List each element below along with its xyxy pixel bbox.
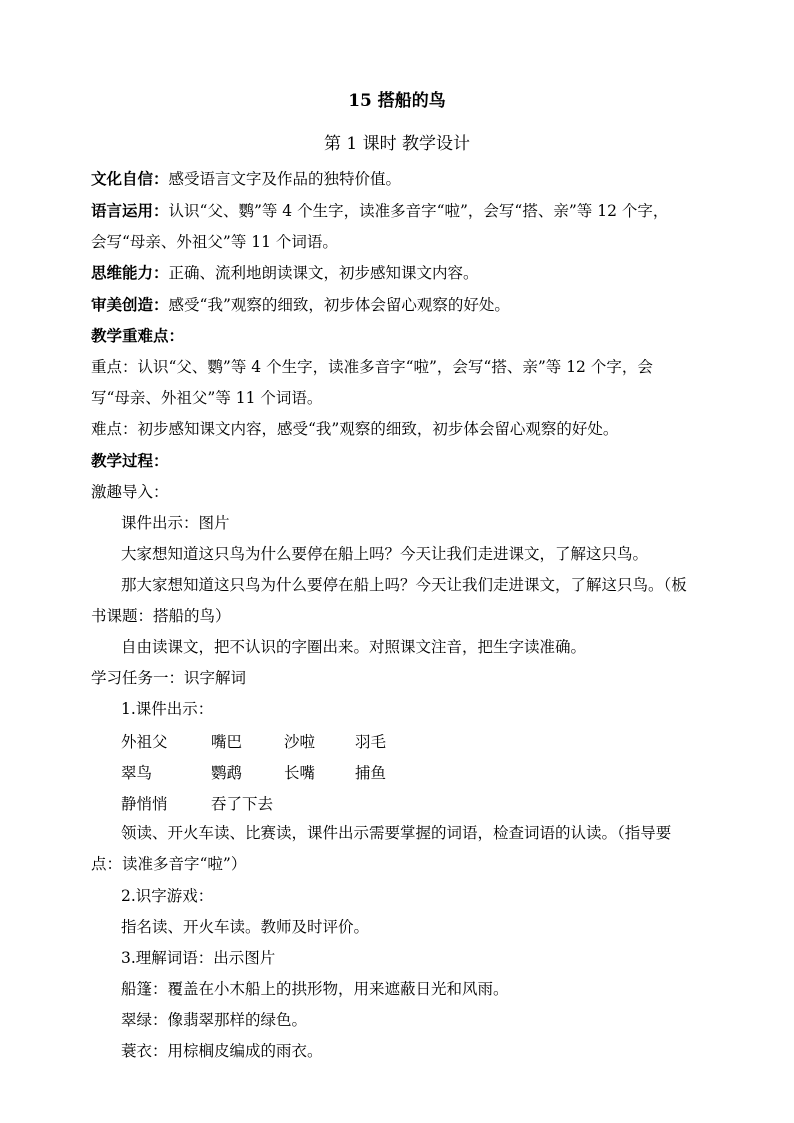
definition-line: 蓑衣：用棕榈皮编成的雨衣。 — [121, 1042, 323, 1060]
step3-label: 3.理解词语：出示图片 — [121, 949, 276, 967]
vocab-word: 沙啦 — [284, 733, 316, 751]
key-point-line-1: 重点：认识“父、鹦”等 4 个生字，读准多音字“啦”，会写“搭、亲”等 12 个字，会 — [91, 358, 653, 376]
definition-line: 翠绿：像翡翠那样的绿色。 — [121, 1011, 308, 1029]
goal-language-cont: 会写“母亲、外祖父”等 11 个词语。 — [91, 233, 338, 251]
key-point-line-2: 写“母亲、外祖父”等 11 个词语。 — [91, 389, 323, 407]
definition-line: 船篷：覆盖在小木船上的拱形物，用来遮蔽日光和风雨。 — [121, 980, 509, 998]
key-points-heading: 教学重难点： — [91, 326, 185, 345]
lesson-title: 15 搭船的鸟 — [348, 91, 446, 111]
lesson-subtitle: 第 1 课时 教学设计 — [323, 134, 471, 154]
intro-line: 那大家想知道这只鸟为什么要停在船上吗？今天让我们走进课文，了解这只鸟。（板 — [121, 576, 687, 594]
vocab-word: 捕鱼 — [355, 764, 387, 782]
vocab-word: 静悄悄 — [121, 795, 168, 813]
vocab-word: 吞了下去 — [211, 795, 274, 813]
intro-heading: 激趣导入： — [91, 483, 169, 501]
goal-culture: 文化自信：感受语言文字及作品的独特价值。 — [91, 169, 402, 188]
lead-read-line: 领读、开火车读、比赛读，课件出示需要掌握的词语，检查词语的认读。（指导要 — [121, 824, 672, 842]
goal-language: 语言运用：认识“父、鹦”等 4 个生字，读准多音字“啦”，会写“搭、亲”等 12 个字， — [91, 201, 669, 220]
task1-heading: 学习任务一：识字解词 — [91, 669, 247, 687]
vocab-word: 鹦鹉 — [211, 764, 243, 782]
vocab-word: 长嘴 — [284, 764, 316, 782]
difficulty-line: 难点：初步感知课文内容，感受“我”观察的细致，初步体会留心观察的好处。 — [91, 420, 619, 438]
step1-label: 1.课件出示： — [121, 700, 214, 718]
step2-text: 指名读、开火车读。教师及时评价。 — [121, 918, 370, 936]
intro-line: 大家想知道这只鸟为什么要停在船上吗？今天让我们走进课文，了解这只鸟。 — [121, 545, 649, 563]
vocab-word: 外祖父 — [121, 733, 168, 751]
goal-thinking: 思维能力：正确、流利地朗读课文，初步感知课文内容。 — [91, 263, 479, 282]
vocab-word: 羽毛 — [355, 733, 387, 751]
intro-read-line: 自由读课文，把不认识的字圈出来。对照课文注音，把生字读准确。 — [121, 638, 587, 656]
step2-label: 2.识字游戏： — [121, 887, 214, 905]
vocab-word: 翠鸟 — [121, 764, 153, 782]
goal-aesthetic: 审美创造：感受“我”观察的细致，初步体会留心观察的好处。 — [91, 295, 510, 314]
process-heading: 教学过程： — [91, 451, 169, 470]
vocab-word: 嘴巴 — [211, 733, 243, 751]
intro-line-cont: 书课题：搭船的鸟） — [91, 607, 231, 625]
lead-read-line-cont: 点：读准多音字“啦”） — [91, 855, 247, 873]
intro-line: 课件出示：图片 — [121, 514, 230, 532]
